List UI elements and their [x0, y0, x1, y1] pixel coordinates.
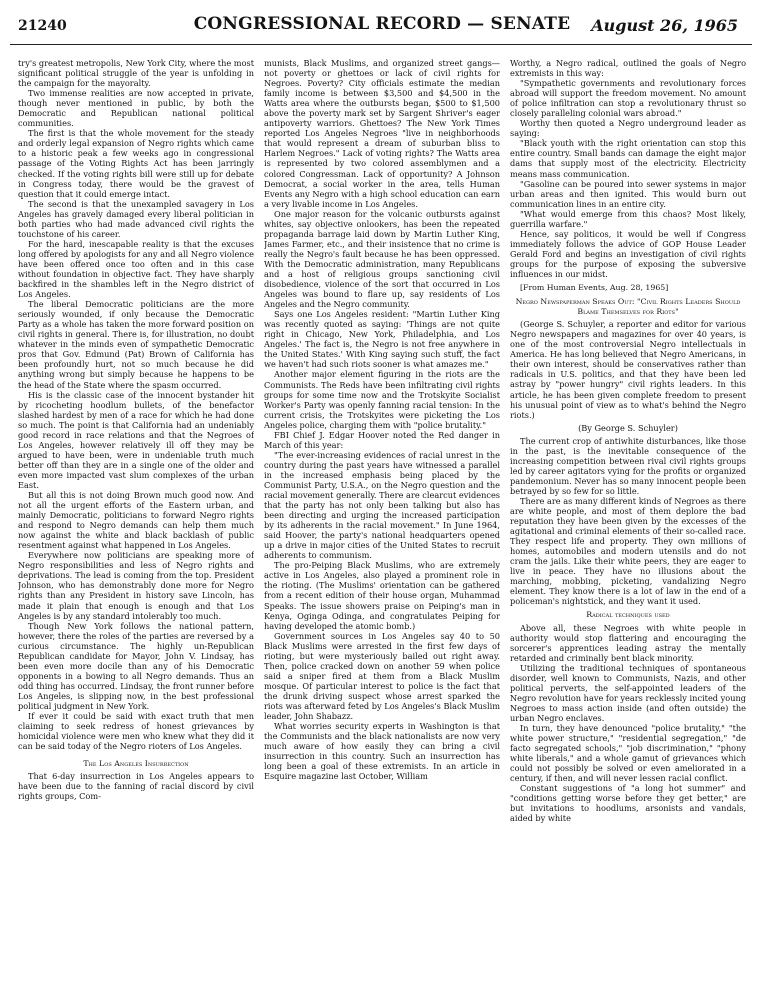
paragraph: For the hard, inescapable reality is that the excuses long offered by apologists for any and all Negro violence have been offered once too often and in this case without foundation in objective fact. They have sharply backfired in the shambles left in the Negro district of Los Angeles.: [18, 238, 254, 300]
paragraph: munists, Black Muslims, and organized street gangs—not poverty or ghettoes or lack of civil rights for Negroes. Poverty? City officials estimate the median family income is between $3,500 and $4,500 in the Watts area where the outbursts began, $500 to $1,500 above the poverty mark set by Sargent Shriver's eager antipoverty warriors. Ghettoes? The New York Times reported Los Angeles Negroes "live in neighborhoods that would represent a dream of suburban bliss to Harlem Negroes." Lack of voting rights? The Watts area is represented by two colored assemblymen and a colored Congressman. Lack of opportunity? A Johnson Democrat, a social worker in the area, tells Human Events any Negro with a high school education can earn a very livable income in Los Angeles.: [264, 58, 500, 209]
paragraph: In turn, they have denounced "police brutality," "the white power structure," "residential segregation," "de facto segregated schools," "job discrimination," "phony white liberals," and a whole gamut of grievances which could not possibly be solved or even ameliorated in a century, if then, and will never lessen racial conflict.: [510, 723, 746, 784]
paragraph: FBI Chief J. Edgar Hoover noted the Red danger in March of this year:: [264, 429, 500, 450]
paragraph: try's greatest metropolis, New York City, where the most significant political struggle of the year is unfolding in the campaign for the mayoralty.: [18, 58, 254, 89]
paragraph: Worthy then quoted a Negro underground leader as saying:: [510, 118, 746, 139]
paragraph: The liberal Democratic politicians are the more seriously wounded, if only because the Democratic Party as a whole has taken the more forward position on civil rights in general. There is, for illustration, no doubt whatever in the minds even of sympathetic Democratic pros that Gov. Edmund (Pat) Brown of California has been profoundly hurt, not so much because he did anything wrong but simply because he happens to be the head of the State where the spasm occurred.: [18, 299, 254, 390]
paragraph: His is the classic case of the innocent bystander hit by ricocheting hoodlum bullets, of the benefactor slashed hardest by men of a race for which he had done so much. The point is that California had an undeniably good record in race relations and that the Negroes of Los Angeles, however relatively ill off they may be argued to have been, were in undeniable truth much better off than they are in a single one of the older and even more impacted vast slum complexes of the urban East.: [18, 389, 254, 490]
section-subhead: The Los Angeles Insurrection: [83, 759, 189, 769]
paragraph: But all this is not doing Brown much good now. And not all the urgent efforts of the Eastern urban, and mainly Democratic, politicians to forward Negro rights and respond to Negro demands can help them much now against the white and black backlash of public resentment against what happened in Los Angeles.: [18, 490, 254, 551]
column-right: [510, 58, 746, 980]
paragraph: Two immense realities are now accepted in private, though never mentioned in public, by both the Democratic and Republican national political communities.: [18, 88, 254, 129]
paragraph: If ever it could be said with exact truth that men claiming to seek redress of honest grievances by homicidal violence were men who knew what they did it can be said today of the Negro rioters of Los Angeles.: [18, 711, 254, 752]
quote-paragraph: "Sympathetic governments and revolutionary forces abroad will support the freedom movement. No amount of police infiltration can stop a revolutionary thrust so closely paralleling colonial wars abroad.": [510, 78, 746, 119]
page-number: 21240: [18, 18, 67, 34]
page-header: [12, 12, 752, 38]
editor-intro: (George S. Schuyler, a reporter and editor for various Negro newspapers and magazines for over 40 years, is one of the most controversial Negro intellectuals in America. He has long believed that Negro Americans, in their own interest, should be conservatives rather than radicals in U.S. politics, and that they have been led astray by "power hungry" civil rights leaders. In this article, he has been given complete freedom to present his unusual point of view as to what's behind the Negro riots.): [510, 319, 746, 420]
header-rule: [10, 44, 752, 45]
paragraph: What worries security experts in Washington is that the Communists and the black nationalists are now very much aware of how easily they can bring a civil insurrection in this country. Such an insurrection has long been a goal of these extremists. In an article in Esquire magazine last October, William: [264, 721, 500, 782]
page-date: August 26, 1965: [591, 16, 738, 35]
paragraph: The pro-Peiping Black Muslims, who are extremely active in Los Angeles, also played a prominent role in the rioting. (The Muslims' orientation can be gathered from a recent edition of their house organ, Muhammad Speaks. The issue showers praise on Peiping's man in Kenya, Oginga Odinga, and congratulates Peiping for having developed the atomic bomb.): [264, 560, 500, 631]
byline: (By George S. Schuyler): [578, 422, 678, 433]
paragraph: Hence, say politicos, it would be well if Congress immediately follows the advice of GOP House Leader Gerald Ford and begins an investigation of civil rights groups for the purpose of exposing the subversive influences in our midst.: [510, 228, 746, 279]
paragraph: That 6-day insurrection in Los Angeles appears to have been due to the fanning of racial discord by civil rights groups, Com-: [18, 771, 254, 802]
paragraph: The first is that the whole movement for the steady and orderly legal expansion of Negro rights which came to a historic peak a few weeks ago in congressional passage of the Voting Rights Act has been jarringly checked. If the voting rights bill were still up for debate in Congress today, there would be the gravest of question that it could emerge intact.: [18, 128, 254, 199]
paragraph: Another major element figuring in the riots are the Communists. The Reds have been infiltrating civil rights groups for some time now and the Trotskyite Socialist Worker's Party was openly fanning racial tension: In the current crisis, the Trotskyites were picketing the Los Angeles police, charging them with "police brutality.": [264, 369, 500, 430]
paragraph: Worthy, a Negro radical, outlined the goals of Negro extremists in this way:: [510, 58, 746, 79]
section-subhead: Radical techniques used: [586, 610, 670, 620]
quote-paragraph: "Black youth with the right orientation can stop this entire country. Small bands can damage the eight major dams that supply most of the electricity. Electricity means mass communication.: [510, 138, 746, 179]
source-line: [From Human Events, Aug. 28, 1965]: [520, 283, 669, 293]
paragraph: Government sources in Los Angeles say 40 to 50 Black Muslims were arrested in the first few days of rioting, but were mysteriously bailed out right away. Then, police cracked down on another 59 when police said a sniper fired at them from a Black Muslim mosque. Of particular interest to police is the fact that the drunk driving suspect whose arrest sparked the riots was afterward feted by Los Angeles's Black Muslim leader, John Shabazz.: [264, 630, 500, 722]
quote-paragraph: "The ever-increasing evidences of racial unrest in the country during the past years have witnessed a parallel in the increased emphasis being placed by the Communist Party, U.S.A., on the Negro question and the racial movement generally. There are clearcut evidences that the party has not only been talking but also has been directing and urging the increased participation by its adherents in the racial movement." In June 1964, said Hoover, the party's national headquarters opened up a drive in major cities of the United States to recruit adherents to communism.: [264, 449, 500, 561]
paragraph: Though New York follows the national pattern, however, there the roles of the parties are reversed by a curious circumstance. The highly un-Republican Republican candidate for Mayor, John V. Lindsay, has been even more docile than any of his Democratic opponents in a bowing to all Negro demands. Thus an odd thing has occurred. Lindsay, the front runner before Los Angeles, is slipping now, in the best professional political judgment in New York.: [18, 620, 254, 711]
paragraph: Above all, these Negroes with white people in authority would stop flattering and encouraging the sorcerer's apprentices leading astray the mentally retarded and criminally bent black minority.: [510, 622, 746, 663]
column-middle: [264, 58, 500, 980]
paragraph: There are as many different kinds of Negroes as there are white people, and most of them deplore the bad reputation they have been given by the excesses of the agitational and criminal elements of their so-called race. They respect life and property. They own millions of homes, automobiles and modern utensils and do not cram the jails. Like their white peers, they are eager to live in peace. They have no illusions about the marching, mobbing, picketing, vandalizing Negro element. They know there is a lot of law in the end of a policeman's nightstick, and they want it used.: [510, 495, 746, 607]
paragraph: Says one Los Angeles resident: "Martin Luther King was recently quoted as saying: 'Things are not quite right in Chicago, New York, Philadelphia, and Los Angeles.' The fact is, the Negro is not free anywhere in the United States.' With King saying such stuff, the fact we haven't had such riots sooner is what amazes me.": [264, 309, 500, 370]
paragraph: One major reason for the volcanic outbursts against whites, say objective onlookers, has been the repeated propaganda barrage laid down by Martin Luther King, James Farmer, etc., and their insistence that no crime is really the Negro's fault because he has been oppressed. With the Democratic administration, many Republicans and a host of religious groups sanctioning civil disobedience, violence of the sort that occurred in Los Angeles was bound to flare up, say residents of Los Angeles and the Negro community.: [264, 208, 500, 310]
paragraph: Everywhere now politicians are speaking more of Negro responsibilities and less of Negro rights and deprivations. The lead is coming from the top. President Johnson, who has demonstrably done more for Negro rights than any President in history save Lincoln, has made it plain that enough is enough and that Los Angeles is by any standard intolerably too much.: [18, 550, 254, 621]
column-left: [18, 58, 254, 980]
quote-paragraph: "What would emerge from this chaos? Most likely, guerrilla warfare.": [510, 208, 746, 229]
paragraph: Constant suggestions of "a long hot summer" and "conditions getting worse before they get better," are but invitations to hoodlums, arsonists and vandals, aided by white: [510, 783, 746, 824]
quote-paragraph: "Gasoline can be poured into sewer systems in major urban areas and then ignited. This would burn out communication lines in an entire city.: [510, 178, 746, 209]
article-headline: Negro Newspaperman Speaks Out: "Civil Rights Leaders Should Blame Themselves for Riots": [515, 297, 741, 317]
paragraph: The current crop of antiwhite disturbances, like those in the past, is the inevitable consequence of the increasing competition between rival civil rights groups led by career agitators vying for the profits or organized pandemonium. Never has so many innocent people been betrayed by so few for so little.: [510, 435, 746, 496]
paragraph: Utilizing the traditional techniques of spontaneous disorder, well known to Communists, Nazis, and other political perverts, the self-appointed leaders of the Negro revolution have for years recklessly incited young Negroes to mass action inside (and often outside) the urban Negro enclaves.: [510, 662, 746, 723]
running-title: CONGRESSIONAL RECORD — SENATE: [193, 14, 571, 34]
paragraph: The second is that the unexampled savagery in Los Angeles has gravely damaged every liberal politician in both parties who had made advanced civil rights the touchstone of his career.: [18, 198, 254, 239]
